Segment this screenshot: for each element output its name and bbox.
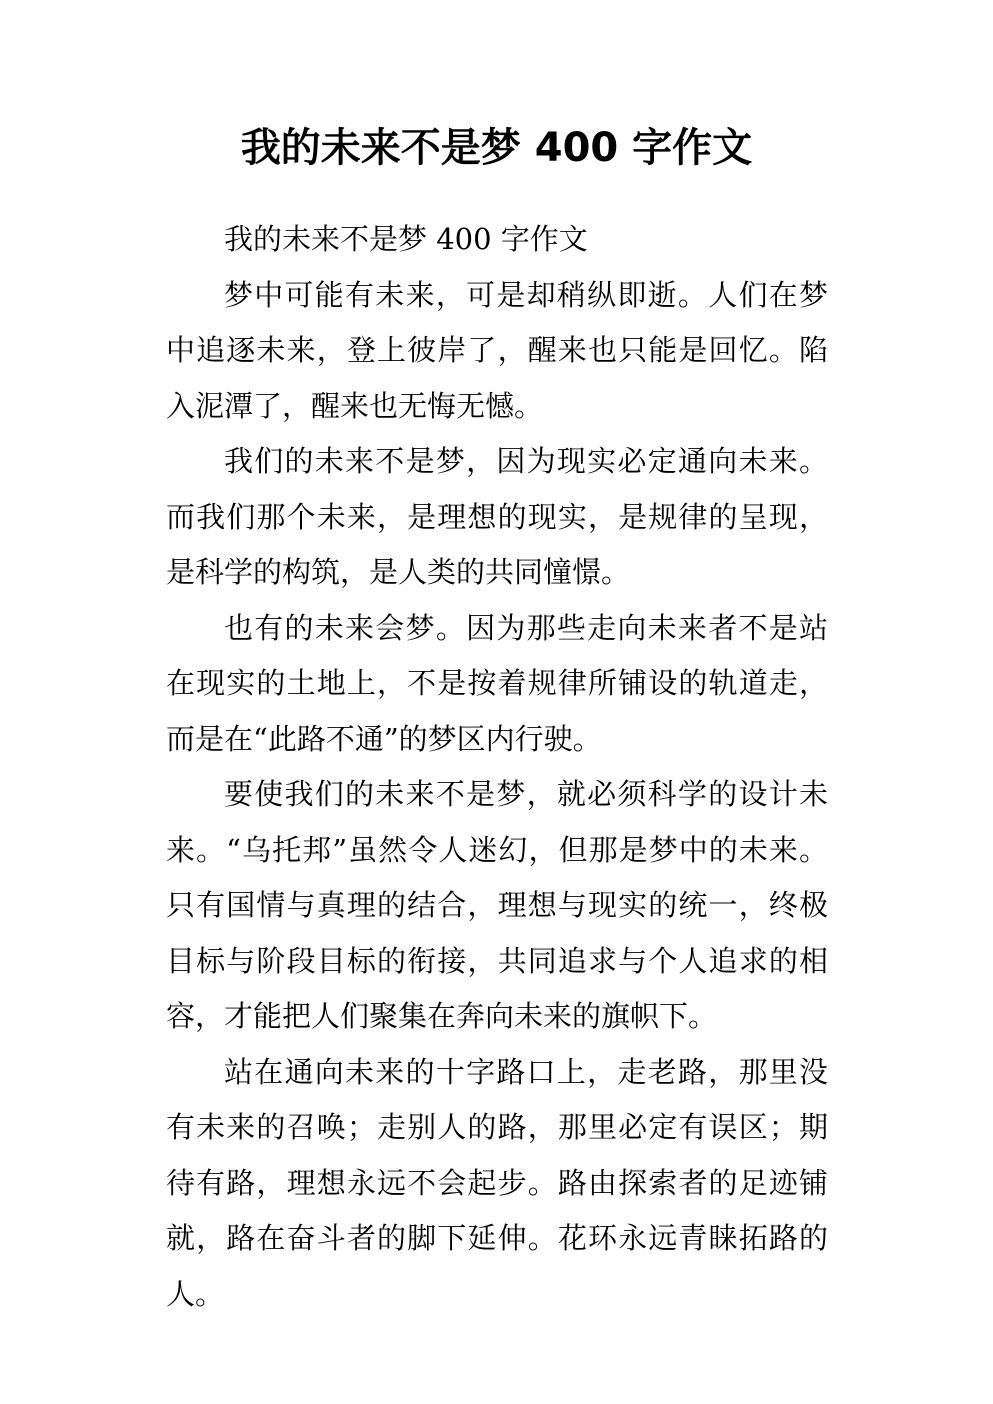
paragraph-4: 要使我们的未来不是梦，就必须科学的设计未来。“乌托邦”虽然令人迷幻，但那是梦中的未来。只有国情与真理的结合，理想与现实的统一，终极目标与阶段目标的衔接，共同追求与个人追求的相容，才能把人们聚集在奔向未来的旗帜下。 — [166, 777, 828, 1033]
paragraph-2: 我们的未来不是梦，因为现实必定通向未来。而我们那个未来，是理想的现实，是规律的呈现，是科学的构筑，是人类的共同憧憬。 — [166, 444, 828, 589]
document-title: 我的未来不是梦 400 字作文 — [240, 125, 753, 171]
document-body — [166, 212, 828, 1322]
paragraph-5: 站在通向未来的十字路口上，走老路，那里没有未来的召唤；走别人的路，那里必定有误区；期待有路，理想永远不会起步。路由探索者的足迹铺就，路在奋斗者的脚下延伸。花环永远青睐拓路的人。 — [166, 1054, 828, 1311]
paragraph-1: 梦中可能有未来，可是却稍纵即逝。人们在梦中追逐未来，登上彼岸了，醒来也只能是回忆。陷入泥潭了，醒来也无悔无憾。 — [166, 277, 828, 423]
paragraph-3: 也有的未来会梦。因为那些走向未来者不是站在现实的土地上，不是按着规律所铺设的轨道走，而是在“此路不通”的梦区内行驶。 — [166, 610, 828, 756]
document-subtitle: 我的未来不是梦 400 字作文 — [224, 222, 588, 256]
